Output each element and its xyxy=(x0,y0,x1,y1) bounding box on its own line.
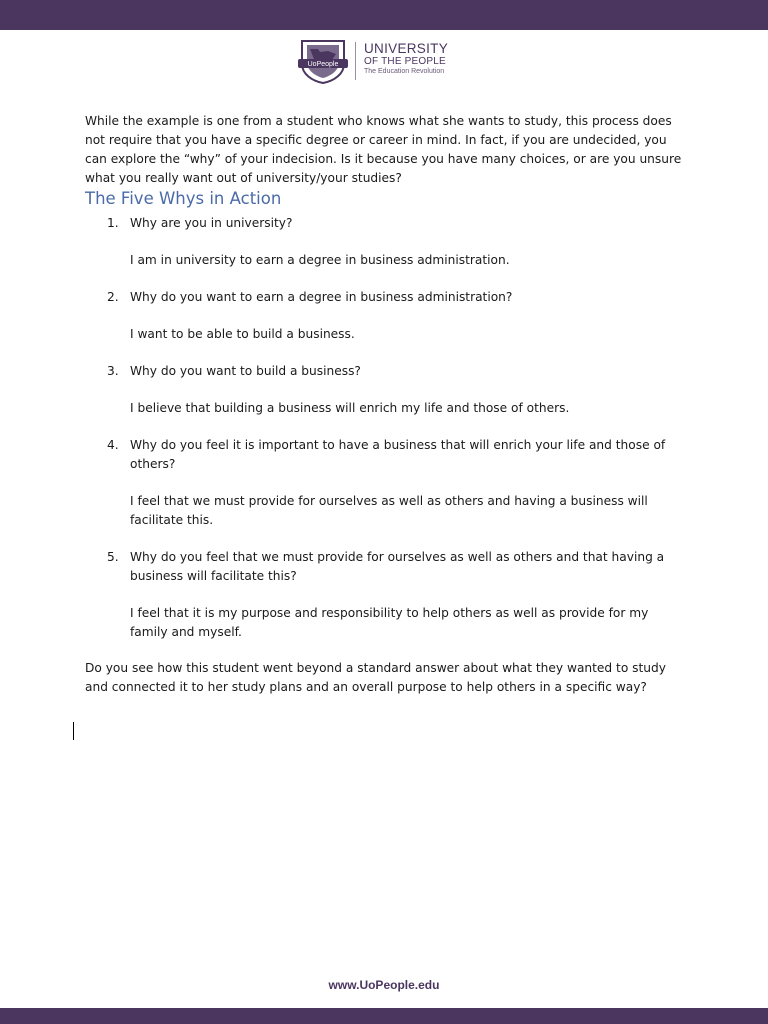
header-bar xyxy=(0,0,768,30)
why-answer: I believe that building a business will enrich my life and those of others. xyxy=(130,401,570,415)
intro-paragraph: While the example is one from a student who knows what she wants to study, this process does not require that you have a specific degree or career in mind. In fact, if you are undecided, you can explore the “why” of your indecision. Is it because you have many choices, or are you unsure what you really want out of university/your studies? xyxy=(85,114,682,185)
item-number: 3. xyxy=(107,364,119,378)
logo-subtitle: OF THE PEOPLE xyxy=(364,56,446,67)
footer-bar xyxy=(0,1008,768,1024)
why-answer: I am in university to earn a degree in business administration. xyxy=(130,253,510,267)
item-number: 2. xyxy=(107,290,119,304)
why-question: Why are you in university? xyxy=(130,216,293,230)
item-number: 5. xyxy=(107,550,119,564)
list-item xyxy=(85,362,685,418)
document-body xyxy=(85,112,685,697)
item-number: 4. xyxy=(107,438,119,452)
why-answer: I want to be able to build a business. xyxy=(130,327,355,341)
why-question: Why do you feel that we must provide for ourselves as well as others and that having a business will facilitate this? xyxy=(130,550,665,583)
footer-link[interactable]: www.UoPeople.edu xyxy=(328,978,440,992)
text-cursor[interactable] xyxy=(73,722,74,740)
logo-tagline: The Education Revolution xyxy=(364,68,445,75)
section-heading: The Five Whys in Action xyxy=(85,189,282,208)
why-question: Why do you want to build a business? xyxy=(130,364,361,378)
list-item xyxy=(85,436,685,530)
list-item xyxy=(85,548,685,642)
list-item xyxy=(85,288,685,344)
five-whys-list xyxy=(85,214,685,642)
logo-title: UNIVERSITY xyxy=(364,41,449,56)
university-logo xyxy=(298,38,468,88)
shield-crest-icon xyxy=(298,38,348,84)
why-answer: I feel that it is my purpose and responsibility to help others as well as provide for my family and myself. xyxy=(130,606,649,639)
badge-text: UoPeople xyxy=(307,61,339,68)
closing-paragraph: Do you see how this student went beyond a standard answer about what they wanted to study and connected it to her study plans and an overall purpose to help others in a specific way? xyxy=(85,661,666,694)
item-number: 1. xyxy=(107,216,119,230)
why-question: Why do you feel it is important to have a business that will enrich your life and those of others? xyxy=(130,438,666,471)
why-question: Why do you want to earn a degree in business administration? xyxy=(130,290,513,304)
logo-divider xyxy=(355,42,356,80)
list-item xyxy=(85,214,685,270)
why-answer: I feel that we must provide for ourselves as well as others and having a business will facilitate this. xyxy=(130,494,648,527)
